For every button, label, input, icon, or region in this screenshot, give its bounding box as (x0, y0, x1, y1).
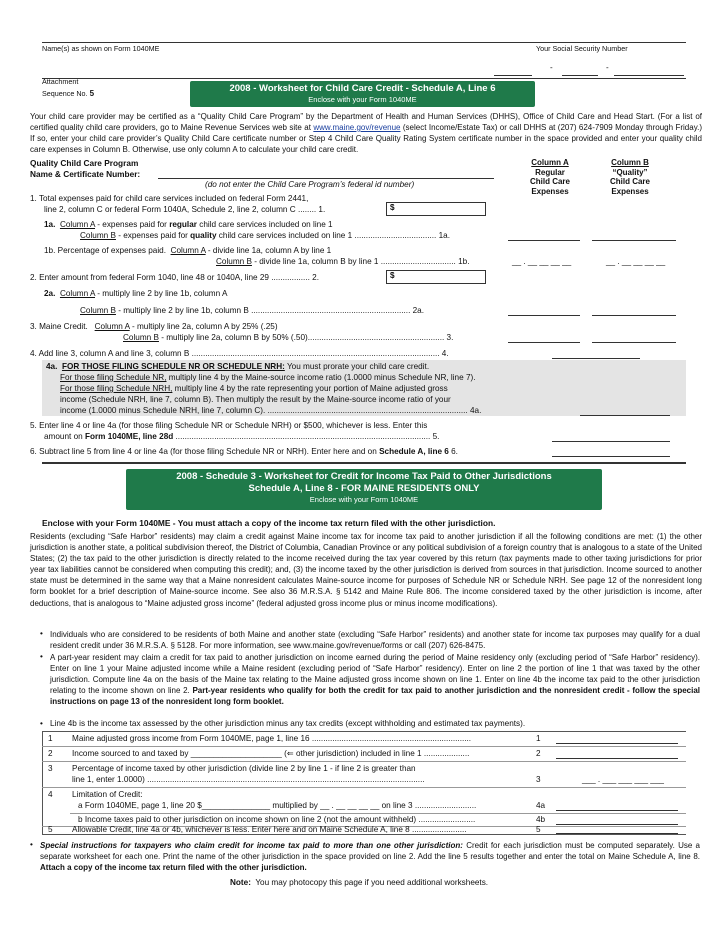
column-a-header: Column A Regular Child Care Expenses (529, 158, 570, 196)
line-4a-nr: For those filing Schedule NR, multiply line 4 by the Maine-source income ratio (1.0000 minus Schedule NR, line 7). (60, 373, 476, 382)
line-4a-nrh: For those filing Schedule NRH, multiply line 4 by the rate representing your portion of Maine adjusted gross (60, 384, 448, 393)
row-3-input[interactable]: ___ . ___ ___ ___ ___ (582, 775, 664, 784)
row-4b-text: b Income taxes paid to other jurisdiction on income shown on line 2 (not the amount withheld) ......................... (78, 815, 476, 824)
attachment-label: Attachment (42, 77, 79, 86)
ws2-bullet3: Line 4b is the income tax assessed by the other jurisdiction minus any tax credits (except withholding and estimated tax payments). (50, 719, 526, 728)
line-1a-col-b: Column B - expenses paid for quality child care services included on line 1 .................................... 1a. (80, 231, 450, 240)
ssn-part-3[interactable] (614, 66, 684, 76)
names-label: Name(s) as shown on Form 1040ME (42, 44, 160, 53)
line-1b-col-a-input[interactable]: __ . __ __ __ __ (512, 257, 572, 266)
line-3-col-b: Column B - multiply line 2a, column B by 50% (.50)............................................................ 3. (123, 333, 454, 342)
line-4a-input[interactable] (580, 406, 670, 416)
line-1a-col-a-input[interactable] (508, 231, 580, 241)
sequence-label: Sequence No. (42, 89, 88, 98)
row-2-number: 2 (48, 749, 53, 758)
names-input[interactable] (42, 53, 482, 69)
row-1-text: Maine adjusted gross income from Form 1040ME, page 1, line 16 ...................................................................... (72, 734, 472, 743)
row-3-line: 3 (536, 775, 541, 784)
row-2-line: 2 (536, 749, 541, 758)
line-2a-col-b-input[interactable] (592, 306, 676, 316)
line-5-input[interactable] (552, 432, 670, 442)
row-4b-input[interactable] (556, 815, 678, 825)
line-5-text-a: 5. Enter line 4 or line 4a (for those filing Schedule NR or Schedule NRH) or $500, whichever is less. Enter this (30, 421, 428, 430)
line-4-text: 4. Add line 3, column A and line 3, column B ............................................................................................................. 4. (30, 349, 449, 358)
line-1-text-b: line 2, column C or federal Form 1040A, Schedule 2, line 2, column C ........ 1. (44, 205, 326, 214)
row-4a-text: a Form 1040ME, page 1, line 20 $_______________ multiplied by __ . __ __ __ __ on line 3 ........................... (78, 801, 477, 810)
line-2a-col-b: Column B - multiply line 2 by line 1b, column B ...................................................................... 2a. (80, 306, 424, 315)
line-2-text: 2. Enter amount from federal Form 1040, line 48 or 1040A, line 29 ................. 2. (30, 273, 319, 282)
line-1-input[interactable]: $ (386, 202, 486, 216)
line-6-text: 6. Subtract line 5 from line 4 or line 4a (for those filing Schedule NR or NRH). Enter here and on Schedule A, line 6 6. (30, 447, 458, 456)
photocopy-note: Note: You may photocopy this page if you need additional worksheets. (230, 878, 489, 887)
special-instructions: Special instructions for taxpayers who claim credit for income tax paid to more than one other jurisdiction: Credit for each jurisdiction must be computed separately. Use a separate worksheet for each one. Print the name of the other jurisdiction in the space provided on line 2. Add the line 5 results together and enter the total on Maine Schedule A, line 8. Attach a copy of the income tax return filed with the other jurisdiction. (40, 841, 701, 873)
line-6-input[interactable] (552, 447, 670, 457)
ssn-label: Your Social Security Number (536, 44, 628, 53)
program-name-input[interactable] (158, 169, 494, 179)
revenue-link[interactable]: www.maine.gov/revenue (313, 123, 401, 132)
ws2-para1: Residents (excluding “Safe Harbor” residents) may claim a credit against Maine income tax for income tax paid to another jurisdiction if all the following conditions are met: (1) the other jurisdiction is another state, a political subdivision thereof, the District of Columbia, Canadian Province or any political subdivision of a foreign country that is analogous to a state of the United States; (2) the tax paid to the other jurisdiction is directly related to the income received during the tax year covered by this return (tax payments made to other taxing jurisdictions for prior year tax liabilities cannot be considered when computing this credit); and, (3) the income taxed by the other jurisdiction is derived from sources in that jurisdiction. Income sourced to another state must be determined in the same way that a Maine nonresident calculates Maine-source income for purposes of Schedule NR or Schedule NRH. See page 12 of the nonresident long form booklet for a brief description of Maine-source income. See also 36 M.R.S.A. § 5142 and Maine Rule 806. The income considered taxed by the other jurisdiction is income, after deductions, that is analogous to “Maine adjusted gross income” (federal adjusted gross income plus or minus income modifications). (30, 532, 702, 608)
line-4a-text-5: income (1.0000 minus Schedule NRH, line 7, column C). ........................................................................................ 4a. (60, 406, 482, 415)
row-2-text: Income sourced to and taxed by ____________________ (⇐ other jurisdiction) included in line 1 .................... (72, 749, 470, 758)
row-5-number: 5 (48, 825, 53, 834)
ws1-title-box (190, 81, 535, 107)
line-1a-col-b-input[interactable] (592, 231, 676, 241)
row-3-text: Percentage of income taxed by other jurisdiction (divide line 2 by line 1 - if line 2 is greater than (72, 764, 416, 773)
bullet-1-icon: • (40, 629, 43, 638)
bullet-2-icon: • (40, 652, 43, 661)
row-5-line: 5 (536, 825, 541, 834)
ws2-bullet1: Individuals who are considered to be residents of both Maine and another state (excluding “Safe Harbor” residents) and another state for income tax purposes may qualify for a dual resident credit under 36 M.R.S.A. § 5128. For more information, see www.maine.gov/revenue/forms or call (207) 626-8475. (50, 630, 700, 651)
bullet-3-icon: • (40, 719, 43, 728)
line-1a-col-a: 1a. Column A - expenses paid for regular child care services included on line 1 (44, 220, 333, 229)
ws1-title: 2008 - Worksheet for Child Care Credit - Schedule A, Line 6 (229, 83, 496, 94)
row-5-text: Allowable Credit, line 4a or 4b, whichever is less. Enter here and on Maine Schedule A, line 8 ........................ (72, 825, 467, 834)
column-b-header: Column B “Quality” Child Care Expenses (609, 158, 650, 196)
row-4-number: 4 (48, 790, 53, 799)
line-1b-col-b-input[interactable]: __ . __ __ __ __ (606, 257, 666, 266)
row-4a-input[interactable] (556, 801, 678, 811)
line-4a-head: 4a. FOR THOSE FILING SCHEDULE NR OR SCHEDULE NRH: You must prorate your child care credit. (46, 362, 430, 371)
row-4-text: Limitation of Credit: (72, 790, 143, 799)
ws1-subtitle: Enclose with your Form 1040ME (308, 94, 417, 104)
row-3-text-2: line 1, enter 1.0000) .......................................................................................................................... (72, 775, 425, 784)
ws2-enclose: Enclose with your Form 1040ME - You must attach a copy of the income tax return filed with the other jurisdiction. (42, 518, 496, 528)
line-1b-col-b: Column B - divide line 1a, column B by line 1 ................................. 1b. (216, 257, 470, 266)
row-1-line: 1 (536, 734, 541, 743)
row-2-input[interactable] (556, 749, 678, 759)
bullet-special-icon: • (30, 840, 33, 849)
line-3-col-a: 3. Maine Credit. Column A - multiply line 2a, column A by 25% (.25) (30, 322, 278, 331)
ws2-title-2: Schedule A, Line 8 - FOR MAINE RESIDENTS ONLY (248, 482, 480, 494)
row-3-number: 3 (48, 764, 53, 773)
line-3-col-b-input[interactable] (592, 333, 676, 343)
ws1-intro: Your child care provider may be certified as a “Quality Child Care Program” by the Department of Health and Human Services (DHHS), Office of Child Care and Head Start. (For a list of certified quality child care providers, go to Maine Revenue Services web site at www.maine.gov/revenue (select Income/Estate Tax) or call DHHS at (207) 624-7909 Monday through Friday.) If so, enter your child care provider’s Quality Child Care certificate number or Step 4 Child Care Quality Rating System certificate number in the space provided and enter your quality child care expenses in Column B. Otherwise, use only column A to calculate your child care credit. (30, 112, 702, 154)
row-4a-line: 4a (536, 801, 546, 810)
row-4b-line: 4b (536, 815, 546, 824)
ws2-bullet2: A part-year resident may claim a credit for tax paid to another jurisdiction on income earned during the period of Maine residency only (excluding period of “Safe Harbor” residency). Enter on line 1 your Maine adjusted income while a Maine resident (excluding period of “Safe Harbor” residency). Enter on line 2 the portion of line 1 that was taxed by the other jurisdiction. Compute line 4a on the basis of the Maine tax relating to the Maine adjusted gross income shown on line 1. Enter on line 4b the income tax paid to the other jurisdiction relating to the income shown on line 2. Part-year residents who qualify for both the credit for tax paid to another jurisdiction and the nonresident credit - follow the special instructions on page 13 of the nonresident long form booklet. (50, 653, 700, 707)
program-label-1: Quality Child Care Program (30, 158, 139, 168)
program-label-2: Name & Certificate Number: (30, 169, 141, 179)
line-3-col-a-input[interactable] (508, 333, 580, 343)
line-5-text-b: amount on Form 1040ME, line 28d ................................................................................................................ 5. (44, 432, 440, 441)
line-2a-col-a-input[interactable] (508, 306, 580, 316)
program-note: (do not enter the Child Care Program’s federal id number) (205, 180, 415, 189)
ssn-part-2[interactable] (562, 66, 598, 76)
row-5-input[interactable] (556, 825, 678, 834)
line-2a-col-a: 2a. Column A - multiply line 2 by line 1b, column A (44, 289, 228, 298)
ws2-title-1: 2008 - Schedule 3 - Worksheet for Credit for Income Tax Paid to Other Jurisdictions (176, 471, 552, 482)
line-4a-text-4: income (Schedule NRH, line 7, column B). Then multiply the result by the Maine-source income ratio of your (60, 395, 451, 404)
line-4-input[interactable] (552, 349, 640, 359)
row-1-input[interactable] (556, 734, 678, 744)
sequence-number: 5 (89, 89, 95, 98)
ws2-title-box (126, 469, 602, 510)
line-2-input[interactable]: $ (386, 270, 486, 284)
line-1b-col-a: 1b. Percentage of expenses paid. Column A - divide line 1a, column A by line 1 (44, 246, 332, 255)
row-1-number: 1 (48, 734, 53, 743)
ws2-subtitle: Enclose with your Form 1040ME (309, 494, 419, 504)
ssn-part-1[interactable] (494, 66, 532, 76)
line-1-text-a: 1. Total expenses paid for child care services included on federal Form 2441, (30, 194, 309, 203)
